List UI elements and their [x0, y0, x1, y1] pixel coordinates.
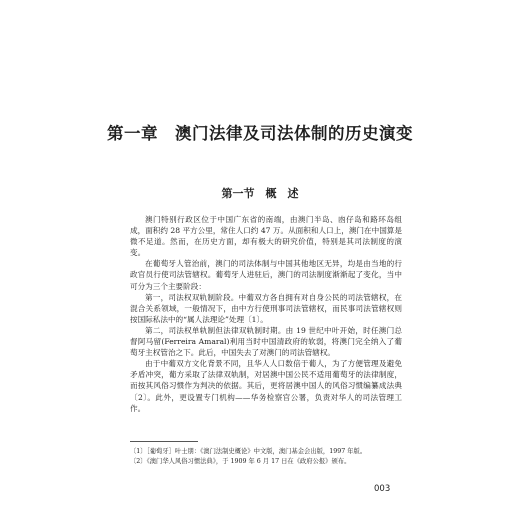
paragraph-2: 在葡萄牙人管治前，澳门的司法体制与中国其他地区无异，均是由当地的行政官员行使司法管辖权。葡萄牙人进驻后，澳门的司法制度渐渐起了变化，当中可分为三个主要阶段： — [130, 259, 402, 291]
footnote-1: 〔1〕［葡萄牙］叶士朋：《澳门法制史概论》中文版，澳门基金会出版，1997 年版。 — [130, 448, 367, 455]
chapter-title: 第一章 澳门法律及司法体制的历史演变 — [107, 124, 413, 143]
footnote-2: 〔2〕《澳门华人风俗习惯法典》，于 1909 年 6 月 17 日在《政府公报》颁布。 — [130, 458, 351, 465]
page-number: 003 — [374, 484, 391, 494]
body-text — [130, 214, 402, 414]
paragraph-5: 由于中葡双方文化背景不同，且华人人口数倍于葡人，为了方便管理及避免矛盾冲突，葡方采取了法律双轨制，对居澳中国公民不适用葡萄牙的法律制度，而按其风俗习惯作为判决的依据。其后，更将居澳中国人的风俗习惯编纂成法典〔2〕。此外，更设置专门机构——华务检察官公署，负责对华人的司法管理工作。 — [130, 359, 402, 413]
footnotes — [130, 447, 402, 467]
section-title: 第一节 概 述 — [221, 187, 299, 200]
paragraph-4: 第二，司法权单轨制但法律双轨制时期。由 19 世纪中叶开始，时任澳门总督阿马留(Ferreira Amaral)利用当时中国清政府的软弱，将澳门完全纳入了葡萄牙主权管治之下。此后，中国失去了对澳门的司法管辖权。 — [130, 325, 402, 358]
paragraph-1: 澳门特别行政区位于中国广东省的南端，由澳门半岛、凼仔岛和路环岛组成，面积约 28 平方公里，常住人口约 47 万。从面积和人口上，澳门在中国算是微不足道。然而，在历史方面，却有极大的研究价值，特别是其司法制度的演变。 — [130, 215, 402, 258]
footnote-divider — [130, 441, 198, 442]
paragraph-3: 第一，司法权双轨制阶段。中葡双方各自拥有对自身公民的司法管辖权，在混合关系领域，一般情况下，由中方行使刑事司法管辖权，而民事司法管辖权则按国际私法中的“属人法理论”处理〔1〕。 — [130, 292, 402, 324]
